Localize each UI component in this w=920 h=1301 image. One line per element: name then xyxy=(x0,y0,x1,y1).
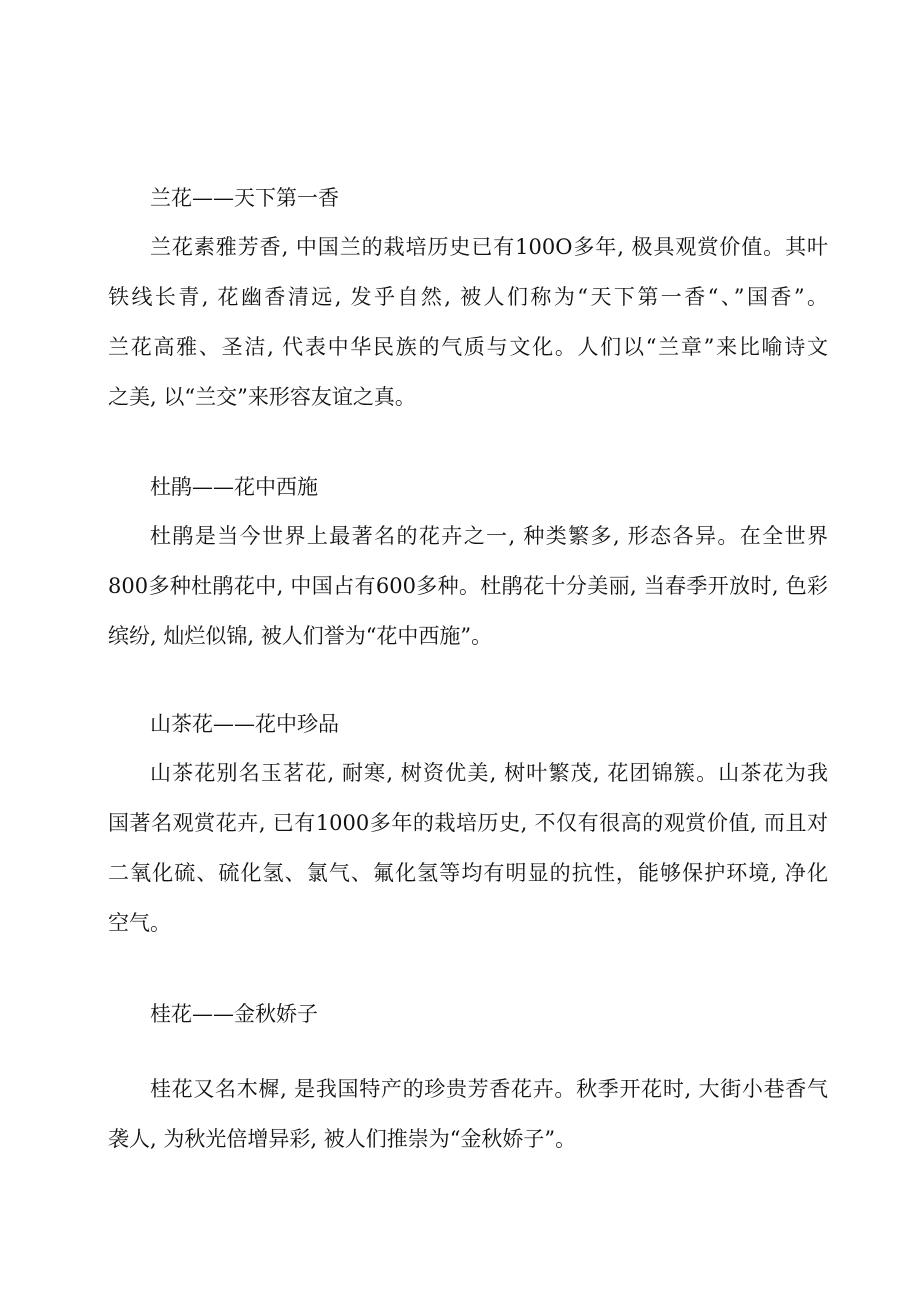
section-paragraph-orchid xyxy=(108,222,828,422)
paragraph-line: 山茶花别名玉茗花, 耐寒, 树资优美, 树叶繁茂, 花团锦簇。山茶花为我 xyxy=(150,761,828,785)
paragraph-line: 杜鹃是当今世界上最著名的花卉之一, 种类繁多, 形态各异。在全世界 xyxy=(150,524,828,548)
paragraph-line: 缤纷, 灿烂似锦, 被人们誉为“花中西施”。 xyxy=(108,624,493,648)
paragraph-line: 之美, 以“兰交”来形容友谊之真。 xyxy=(108,385,416,409)
paragraph-line: 袭人, 为秋光倍增异彩, 被人们推崇为“金秋娇子”。 xyxy=(108,1127,577,1151)
section-heading-orchid: 兰花——天下第一香 xyxy=(150,186,339,210)
paragraph-line: 国著名观赏花卉, 已有1000多年的栽培历史, 不仅有很高的观赏价值, 而且对 xyxy=(108,811,828,835)
section-paragraph-camellia xyxy=(108,748,828,948)
paragraph-line: 空气。 xyxy=(108,911,171,935)
paragraph-line: 兰花素雅芳香, 中国兰的栽培历史已有100O多年, 极具观赏价值。其叶 xyxy=(150,235,828,259)
paragraph-line: 800多种杜鹃花中, 中国占有600多种。杜鹃花十分美丽, 当春季开放时, 色彩 xyxy=(108,574,828,598)
section-paragraph-osmanthus xyxy=(108,1064,828,1164)
section-paragraph-azalea xyxy=(108,511,828,661)
paragraph-line: 铁线长青, 花幽香清远, 发乎自然, 被人们称为“天下第一香“、”国香”。 xyxy=(108,285,828,309)
paragraph-line: 二氧化硫、硫化氢、氯气、氟化氢等均有明显的抗性，能够保护环境, 净化 xyxy=(108,861,828,885)
section-heading-azalea: 杜鹃——花中西施 xyxy=(150,475,318,499)
paragraph-line: 兰花高雅、圣洁, 代表中华民族的气质与文化。人们以“兰章”来比喻诗文 xyxy=(108,335,828,359)
paragraph-line: 桂花又名木樨, 是我国特产的珍贵芳香花卉。秋季开花时, 大街小巷香气 xyxy=(150,1077,828,1101)
section-heading-camellia: 山茶花——花中珍品 xyxy=(150,712,339,736)
section-heading-osmanthus: 桂花——金秋娇子 xyxy=(150,1002,318,1026)
